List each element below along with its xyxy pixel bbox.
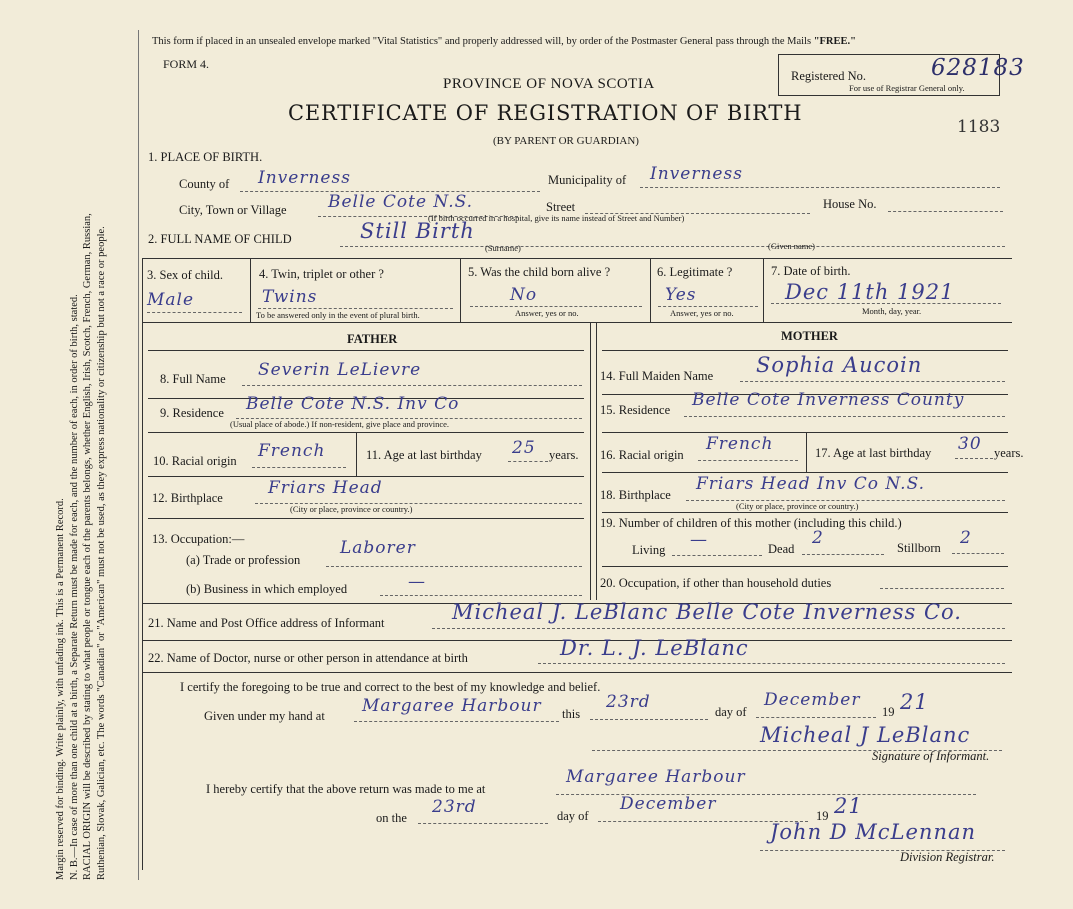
- father-residence-label: 9. Residence: [160, 406, 224, 420]
- alive-note: Answer, yes or no.: [515, 308, 579, 318]
- legitimate-label: 6. Legitimate ?: [657, 265, 733, 279]
- birth-date-value: Dec 11th 1921: [785, 280, 955, 304]
- living-label: Living: [632, 543, 666, 557]
- this-label: this: [562, 707, 581, 721]
- registrar-month-value: December: [620, 794, 717, 814]
- registrar-year-value: 21: [834, 794, 863, 818]
- twin-note: To be answered only in the event of plural birth.: [256, 310, 420, 320]
- binding-margin-line: [138, 30, 139, 880]
- father-residence-note: (Usual place of abode.) If non-resident, give place and province.: [230, 419, 450, 429]
- mother-birthplace-note: (City or place, province or country.): [736, 501, 859, 511]
- birth-date-note: Month, day, year.: [862, 306, 922, 316]
- corner-number: 1183: [957, 117, 1001, 137]
- trade-value: Laborer: [340, 538, 416, 558]
- county-label: County of: [179, 177, 230, 191]
- father-birthplace-note: (City or place, province or country.): [290, 504, 413, 514]
- father-birthplace-value: Friars Head: [268, 478, 383, 498]
- father-race-label: 10. Racial origin: [153, 454, 237, 468]
- father-years-label: years.: [549, 448, 579, 462]
- municipality-label: Municipality of: [548, 173, 627, 187]
- twin-value: Twins: [262, 287, 318, 307]
- registrar-place-value: Margaree Harbour: [566, 767, 746, 787]
- mother-race-value: French: [706, 434, 774, 454]
- informant-value: Micheal J. LeBlanc Belle Cote Inverness Co.: [452, 600, 962, 624]
- legitimate-note: Answer, yes or no.: [670, 308, 734, 318]
- business-label: (b) Business in which employed: [186, 582, 348, 596]
- doctor-value: Dr. L. J. LeBlanc: [560, 636, 749, 660]
- mother-birthplace-label: 18. Birthplace: [600, 488, 671, 502]
- hospital-note: (If birth occurred in a hospital, give its name instead of Street and Number): [428, 213, 685, 223]
- business-value: —: [408, 572, 426, 592]
- city-label: City, Town or Village: [179, 203, 287, 217]
- father-name-label: 8. Full Name: [160, 372, 226, 386]
- signature-of-informant-label: Signature of Informant.: [872, 749, 990, 763]
- father-age-value: 25: [512, 438, 536, 458]
- legitimate-value: Yes: [665, 285, 697, 305]
- registrar-year-prefix: 19: [816, 809, 829, 823]
- mother-age-label: 17. Age at last birthday: [815, 446, 932, 460]
- given-label: Given under my hand at: [204, 709, 325, 723]
- dead-label: Dead: [768, 542, 795, 556]
- alive-value: No: [510, 285, 538, 305]
- father-birthplace-label: 12. Birthplace: [152, 491, 223, 505]
- registrar-only-note: For use of Registrar General only.: [849, 83, 965, 93]
- sidebar-line: Margin reserved for binding. Write plainly, with unfading ink. This is a Permanent Record.: [55, 498, 66, 880]
- birth-date-label: 7. Date of birth.: [771, 264, 851, 278]
- registrar-day-value: 23rd: [432, 797, 477, 817]
- mother-age-value: 30: [958, 434, 982, 454]
- twin-label: 4. Twin, triplet or other ?: [259, 267, 384, 281]
- certify-month-value: December: [764, 690, 861, 710]
- father-age-label: 11. Age at last birthday: [366, 448, 482, 462]
- registration-box: [778, 54, 1025, 96]
- sidebar-line: RACIAL ORIGIN will be described by stating to what people or tongue each of the parents belongs, whether English, Irish, Scotch, French, German, Russian,: [82, 213, 93, 880]
- mother-years-label: years.: [994, 446, 1024, 460]
- sex-label: 3. Sex of child.: [147, 268, 224, 282]
- registered-number: 628183: [931, 55, 1025, 81]
- trade-label: (a) Trade or profession: [186, 553, 301, 567]
- mother-occupation-label: 20. Occupation, if other than household duties: [600, 576, 832, 590]
- father-name-value: Severin LeLievre: [258, 360, 422, 380]
- certify-day-value: 23rd: [606, 692, 651, 712]
- alive-label: 5. Was the child born alive ?: [468, 265, 611, 279]
- registrar-dayof-label: day of: [557, 809, 589, 823]
- given-name-note: (Given name): [768, 241, 815, 251]
- living-value: —: [690, 530, 708, 550]
- page-title: CERTIFICATE OF REGISTRATION OF BIRTH: [288, 101, 803, 125]
- certify-year-prefix: 19: [882, 705, 895, 719]
- mother-residence-label: 15. Residence: [600, 403, 671, 417]
- mother-name-value: Sophia Aucoin: [756, 353, 923, 377]
- city-value: Belle Cote N.S.: [328, 192, 474, 212]
- father-heading: FATHER: [347, 332, 398, 346]
- stillborn-label: Stillborn: [897, 541, 941, 555]
- form-number: FORM 4.: [163, 57, 210, 71]
- street-label: Street: [546, 200, 576, 214]
- province-title: PROVINCE OF NOVA SCOTIA: [443, 76, 655, 92]
- house-label: House No.: [823, 197, 877, 211]
- children-count-label: 19. Number of children of this mother (including this child.): [600, 516, 902, 530]
- place-section-label: 1. PLACE OF BIRTH.: [148, 150, 263, 164]
- child-name-label: 2. FULL NAME OF CHILD: [148, 232, 292, 246]
- registrar-signature: John D McLennan: [770, 820, 977, 844]
- doctor-label: 22. Name of Doctor, nurse or other person in attendance at birth: [148, 651, 468, 665]
- father-race-value: French: [258, 441, 326, 461]
- child-name-value: Still Birth: [360, 219, 475, 243]
- surname-note: (Surname): [485, 243, 521, 253]
- father-residence-value: Belle Cote N.S. Inv Co: [246, 394, 460, 414]
- certify-year-value: 21: [900, 690, 929, 714]
- page-subtitle: (BY PARENT OR GUARDIAN): [493, 135, 639, 147]
- sex-value: Male: [147, 290, 195, 310]
- division-registrar-label: Division Registrar.: [900, 850, 995, 864]
- mother-residence-value: Belle Cote Inverness County: [692, 390, 965, 410]
- sidebar-notes: [54, 10, 108, 880]
- registered-label: Registered No.: [791, 69, 866, 83]
- mother-heading: MOTHER: [781, 329, 838, 343]
- county-value: Inverness: [258, 168, 351, 188]
- given-place-value: Margaree Harbour: [362, 696, 542, 716]
- sidebar-line: N. B.—In case of more than one child at a birth, a Separate Return must be made for each, and the number of each, in order of birth, stated.: [68, 294, 80, 880]
- registrar-certify-text: I hereby certify that the above return was made to me at: [206, 782, 486, 796]
- informant-label: 21. Name and Post Office address of Informant: [148, 616, 385, 630]
- mother-race-label: 16. Racial origin: [600, 448, 684, 462]
- stillborn-value: 2: [960, 528, 972, 548]
- onthe-label: on the: [376, 811, 407, 825]
- informant-certify-text: I certify the foregoing to be true and correct to the best of my knowledge and belief.: [180, 680, 601, 694]
- certify-dayof-label: day of: [715, 705, 747, 719]
- father-occupation-label: 13. Occupation:—: [152, 532, 245, 546]
- informant-signature: Micheal J LeBlanc: [760, 723, 971, 747]
- mother-name-label: 14. Full Maiden Name: [600, 369, 714, 383]
- mail-notice: This form if placed in an unsealed envelope marked "Vital Statistics" and properly addressed will, by order of the Postmaster General pass through the Mails "FREE.": [152, 36, 856, 47]
- sidebar-line: Ruthenian, Slovak, Galician, etc. The words "Canadian" or "American" must not be used, as they express nationality or citizenship but not a race or people.: [95, 226, 107, 880]
- municipality-value: Inverness: [650, 164, 743, 184]
- mother-birthplace-value: Friars Head Inv Co N.S.: [696, 474, 926, 494]
- dead-value: 2: [812, 528, 824, 548]
